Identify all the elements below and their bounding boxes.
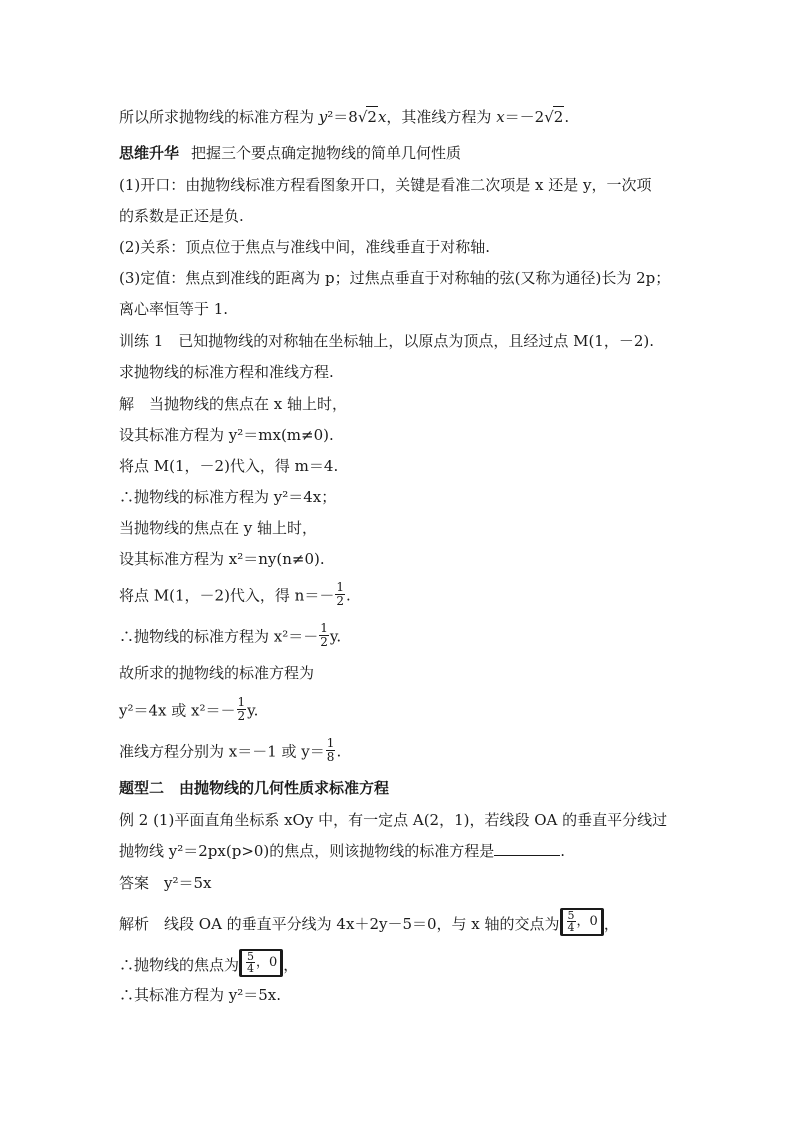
radical-sign: √ xyxy=(544,108,554,126)
fraction-denominator: 2 xyxy=(320,635,328,649)
text: 所以所求抛物线的标准方程为 xyxy=(119,108,319,126)
text-line-26 xyxy=(119,950,299,975)
text-line-13: ∴抛物线的标准方程为 y²＝4x； xyxy=(119,488,337,506)
fraction xyxy=(567,910,576,933)
text-line-11: 设其标准方程为 y²＝mx(m≠0). xyxy=(119,426,334,444)
text-line-7: 离心率恒等于 1. xyxy=(119,300,229,318)
fraction xyxy=(246,951,255,974)
fraction xyxy=(319,622,329,649)
text: . xyxy=(346,586,351,605)
text: y. xyxy=(329,627,342,646)
radicand: 2 xyxy=(367,108,377,126)
text-line-10: 解 当抛物线的焦点在 x 轴上时， xyxy=(119,395,347,413)
fraction-denominator: 4 xyxy=(247,962,255,975)
math-text: ＝－2 xyxy=(504,108,545,126)
text-line-25 xyxy=(119,909,619,934)
text: ， xyxy=(283,956,299,974)
text-line-20 xyxy=(119,736,342,764)
text-line-8: 训练 1 已知抛物线的对称轴在坐标轴上，以原点为顶点，且经过点 M(1，－2). xyxy=(119,332,655,350)
text-line-15: 设其标准方程为 x²＝ny(n≠0). xyxy=(119,550,325,568)
coordinate-bracket xyxy=(239,949,283,977)
fraction-denominator: 4 xyxy=(567,921,575,934)
fraction-numerator: 1 xyxy=(320,621,328,635)
coordinate-bracket xyxy=(560,908,604,936)
text-line-16 xyxy=(119,580,351,608)
text: 把握三个要点确定抛物线的简单几何性质 xyxy=(191,144,462,162)
fraction xyxy=(335,581,345,608)
section-heading: 题型二 由抛物线的几何性质求标准方程 xyxy=(119,779,390,797)
fraction xyxy=(326,737,336,764)
text-line-1 xyxy=(119,106,569,126)
fraction-denominator: 2 xyxy=(336,594,344,608)
text-line-14: 当抛物线的焦点在 y 轴上时， xyxy=(119,519,318,537)
math-text: ，0 xyxy=(576,914,598,929)
fraction xyxy=(237,696,247,723)
text-line-5: (2)关系：顶点位于焦点与准线中间，准线垂直于对称轴. xyxy=(119,238,491,256)
section-label: 思维升华 xyxy=(119,144,180,162)
text: y²＝4x 或 x²＝－ xyxy=(119,701,236,720)
text-line-23 xyxy=(119,841,565,861)
math-text: ，0 xyxy=(256,955,278,970)
fraction-numerator: 5 xyxy=(247,950,255,963)
text-line-9: 求抛物线的标准方程和准线方程. xyxy=(119,363,334,381)
fraction-numerator: 1 xyxy=(336,580,344,594)
text: . xyxy=(560,842,566,860)
math-var: y xyxy=(318,108,328,126)
fraction-numerator: 5 xyxy=(567,909,575,922)
fraction-numerator: 1 xyxy=(326,736,335,750)
text: 准线方程分别为 x＝－1 或 y＝ xyxy=(119,742,325,761)
text: . xyxy=(564,108,570,126)
text-line-18: 故所求的抛物线的标准方程为 xyxy=(119,664,315,682)
fraction-denominator: 8 xyxy=(326,750,335,764)
math-text: ²＝8 xyxy=(327,108,358,126)
radical-sign: √ xyxy=(357,108,368,126)
text-line-2 xyxy=(119,143,461,163)
text: . xyxy=(336,742,342,761)
math-var: x xyxy=(377,108,387,126)
text: 解析 线段 OA 的垂直平分线为 4x＋2y－5＝0，与 x 轴的交点为 xyxy=(119,915,560,933)
text-line-19 xyxy=(119,695,259,723)
fraction-numerator: 1 xyxy=(237,695,246,709)
text-line-3: (1)开口：由抛物线标准方程看图象开口，关键是看准二次项是 x 还是 y，一次项 xyxy=(119,176,652,194)
text-line-27: ∴其标准方程为 y²＝5x. xyxy=(119,986,282,1004)
text: ∴抛物线的标准方程为 x²＝－ xyxy=(119,627,319,646)
text: 将点 M(1，－2)代入，得 n＝－ xyxy=(119,586,335,605)
math-var: x xyxy=(496,108,505,126)
answer-blank xyxy=(494,841,560,856)
text: ∴抛物线的焦点为 xyxy=(119,956,240,974)
text: ， xyxy=(603,915,619,933)
text-line-17 xyxy=(119,621,342,649)
text: ，其准线方程为 xyxy=(386,108,497,126)
fraction-denominator: 2 xyxy=(237,709,246,723)
answer-line: 答案 y²＝5x xyxy=(119,874,212,892)
text-line-4: 的系数是正还是负. xyxy=(119,207,244,225)
text-line-22: 例 2 (1)平面直角坐标系 xOy 中，有一定点 A(2，1)，若线段 OA 的垂直平分线过 xyxy=(119,811,668,829)
text-line-6: (3)定值：焦点到准线的距离为 p；过焦点垂直于对称轴的弦(又称为通径)长为 2p； xyxy=(119,269,671,287)
text: 抛物线 y²＝2px(p>0)的焦点，则该抛物线的标准方程是 xyxy=(119,842,495,860)
text: y. xyxy=(247,701,259,720)
text-line-12: 将点 M(1，－2)代入，得 m＝4. xyxy=(119,457,339,475)
radicand: 2 xyxy=(553,108,564,126)
